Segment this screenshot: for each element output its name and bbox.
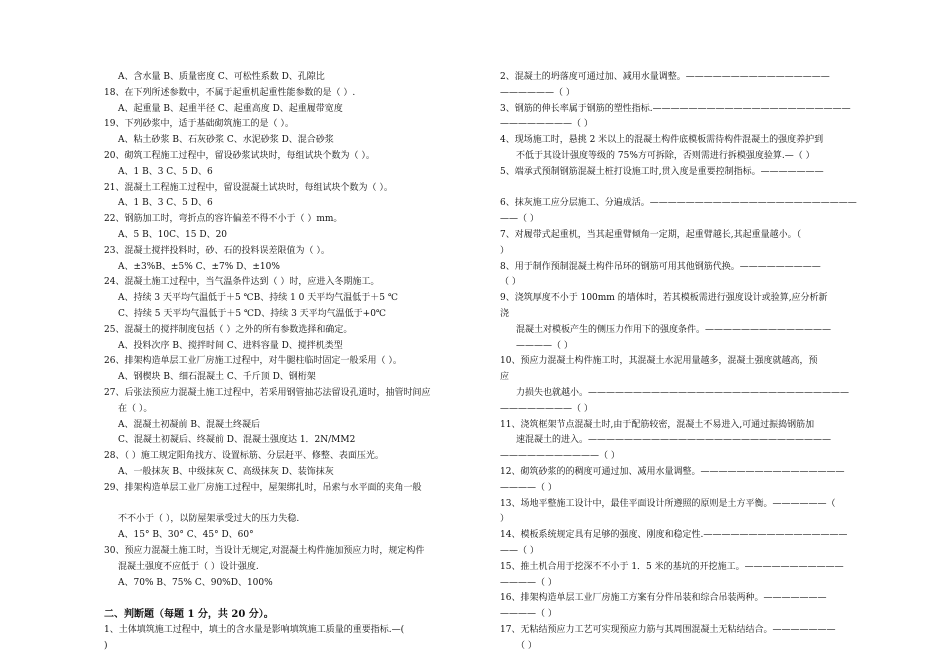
left-line: A、含水量 B、质量密度 C、可松性系数 D、孔隙比 bbox=[118, 72, 325, 82]
left-line: 19、下列砂浆中，适于基础砌筑施工的是（ ）。 bbox=[104, 119, 294, 130]
right-line: ———————————（ ） bbox=[500, 451, 620, 462]
right-line: 浇 bbox=[500, 308, 510, 319]
right-line: 3、钢筋的伸长率属于钢筋的塑性指标.—————————————————————— bbox=[500, 103, 851, 114]
left-line: A、粘土砂浆 B、石灰砂浆 C、水泥砂浆 D、混合砂浆 bbox=[118, 135, 334, 146]
right-line: 17、无粘结预应力工艺可实现预应力筋与其周围混凝土无粘结结合。——————— bbox=[500, 624, 836, 635]
left-line: A、±3%B、±5% C、±7% D、±10% bbox=[118, 261, 280, 272]
left-line: 二、判断题（每题 1 分，共 20 分）。 bbox=[104, 609, 274, 621]
right-line: 不低于其设计强度等级的 75%方可拆除，否则需进行拆模强度验算.—（ ） bbox=[516, 150, 815, 161]
right-line: 力损失也就越小。————————————————————————————— bbox=[516, 387, 850, 398]
right-line: 8、用于制作预制混凝土构件吊环的钢筋可用其他钢筋代换。————————— bbox=[500, 261, 821, 272]
right-line: ————（ ） bbox=[500, 577, 557, 588]
left-line: 28、（ ）施工规定阳角找方、设置标筋、分层赶平、修整、表面压光。 bbox=[104, 451, 384, 462]
right-line: 15、推土机合用于挖深不不小于 1．5 米的基坑的开挖施工。——————————— bbox=[500, 561, 844, 572]
right-line: 7、对履带式起重机，当其起重臂倾角一定期，起重臂越长,其起重量越小。（ bbox=[500, 229, 802, 240]
right-line: （ ） bbox=[516, 640, 537, 651]
left-line: 1、土体填筑施工过程中，填土的含水量是影响填筑施工质量的重要指标.—( bbox=[104, 624, 405, 635]
right-line: ） bbox=[500, 245, 510, 256]
left-line: A、70% B、75% C、90%D、100% bbox=[118, 577, 273, 588]
left-line bbox=[104, 497, 476, 513]
left-line: 30、预应力混凝土施工时，当设计无规定,对混凝土构件施加预应力时，规定构件 bbox=[104, 545, 425, 556]
left-line: A、15° B、30° C、45° D、60° bbox=[118, 530, 254, 541]
right-line: 16、排架构造单层工业厂房施工方案有分件吊装和综合吊装两种。——————— bbox=[500, 593, 827, 604]
left-line: 27、后张法预应力混凝土施工过程中，若采用钢管抽芯法留设孔道时，抽管时间应 bbox=[104, 387, 431, 398]
right-line: ————（ ） bbox=[516, 340, 573, 351]
left-line: A、1 B、3 C、5 D、6 bbox=[118, 198, 213, 209]
left-line: C、混凝土初凝后、终凝前 D、混凝土强度达 1．2N/MM2 bbox=[118, 435, 356, 446]
left-column bbox=[104, 70, 476, 654]
left-line: C、持续 5 天平均气温低于＋5 ℃D、持续 3 天平均气温低于+0℃ bbox=[118, 308, 386, 319]
right-line: 12、砌筑砂浆的的稠度可通过加、减用水量调整。———————————————— bbox=[500, 466, 845, 477]
right-line: 9、浇筑厚度不小于 100mm 的墙体时，若其模板需进行强度设计或验算,应分析新 bbox=[500, 293, 828, 304]
left-line bbox=[104, 591, 476, 607]
right-line: 混凝土对模板产生的侧压力作用下的强度条件。—————————————— bbox=[516, 324, 832, 335]
right-line: 4、现场施工时，悬挑 2 米以上的混凝土构件底模板需待构件混凝土的强度养护到 bbox=[500, 135, 824, 146]
right-line: （ ） bbox=[500, 277, 521, 288]
left-line: ) bbox=[104, 640, 108, 651]
left-line: 25、混凝土的搅拌制度包括（ ）之外的所有参数选择和确定。 bbox=[104, 324, 353, 335]
left-line: A、起重量 B、起重半径 C、起重高度 D、起重履带宽度 bbox=[118, 103, 343, 114]
left-line: A、投料次序 B、搅拌时间 C、进料容量 D、搅拌机类型 bbox=[118, 340, 343, 351]
right-line: ————————（ ） bbox=[500, 119, 593, 130]
right-column bbox=[500, 70, 868, 654]
left-line: 23、混凝土搅拌投料时，砂、石的投料误差限值为（ ）。 bbox=[104, 245, 330, 256]
left-line: A、5 B、10C、15 D、20 bbox=[118, 229, 228, 240]
left-line: 混凝土强度不应低于（ ）设计强度. bbox=[118, 561, 259, 572]
right-line: ——（ ） bbox=[500, 545, 539, 556]
right-line: 2、混凝土的坍落度可通过加、减用水量调整。———————————————— bbox=[500, 72, 830, 82]
right-line: 13、场地平整施工设计中，最佳平面设计所遵照的原则是土方平衡。——————（ bbox=[500, 498, 836, 509]
right-line: 6、抹灰施工应分层施工、分遍成活。——————————————————————— bbox=[500, 198, 857, 209]
left-line: 26、排架构造单层工业厂房施工过程中，对牛腿柱临时固定一般采用（ ）。 bbox=[104, 356, 402, 367]
left-line: A、1 B、3 C、5 D、6 bbox=[118, 166, 213, 177]
right-line: 应 bbox=[500, 372, 510, 383]
right-line: ——————（ ） bbox=[500, 87, 575, 98]
right-line bbox=[500, 181, 868, 197]
left-line: A、持续 3 天平均气温低于＋5 ℃B、持续 1 0 天平均气温低于＋5 ℃ bbox=[118, 293, 398, 304]
left-line: 22、钢筋加工时，弯折点的容许偏差不得不小于（ ）mm。 bbox=[104, 214, 343, 225]
left-line: 18、在下列所述参数中，不属于起重机起重性能参数的是（ ）. bbox=[104, 87, 356, 98]
right-line: 速混凝土的进入。——————————————————————————— bbox=[516, 435, 832, 446]
left-line: 不不小于（ ），以防屋架承受过大的压力失稳. bbox=[118, 514, 300, 525]
right-line: 11、浇筑框架节点混凝土时,由于配筋较密，混凝土不易进入,可通过振捣钢筋加 bbox=[500, 419, 815, 430]
right-line: ） bbox=[500, 514, 510, 525]
left-line: 29、排架构造单层工业厂房施工过程中，屋架绑扎时，吊索与水平面的夹角一般 bbox=[104, 482, 422, 493]
right-line: ——（ ） bbox=[500, 214, 539, 225]
left-line: 在（ ）。 bbox=[118, 403, 153, 414]
left-line: 21、混凝土工程施工过程中，留设混凝土试块时，每组试块个数为（ ）。 bbox=[104, 182, 393, 193]
right-line: 10、预应力混凝土构件施工时，其混凝土水泥用量越多，混凝土强度就越高，预 bbox=[500, 356, 818, 367]
left-line: 20、砌筑工程施工过程中，留设砂浆试块时，每组试块个数为（ ）。 bbox=[104, 150, 375, 161]
right-line: ————（ ） bbox=[500, 609, 557, 620]
left-line: A、混凝土初凝前 B、混凝土终凝后 bbox=[118, 419, 260, 430]
right-line: 5、端承式预制钢筋混凝土桩打设施工时,贯入度是重要控制指标。——————— bbox=[500, 166, 824, 177]
left-line: 24、混凝土施工过程中，当气温条件达到（ ）时，应进入冬期施工。 bbox=[104, 277, 380, 288]
left-line: A、一般抹灰 B、中级抹灰 C、高级抹灰 D、装饰抹灰 bbox=[118, 466, 334, 477]
right-line: ————（ ） bbox=[500, 482, 557, 493]
right-line: 14、模板系统规定具有足够的强度、刚度和稳定性.———————————————— bbox=[500, 530, 848, 541]
right-line: ————————（ ） bbox=[500, 403, 593, 414]
left-line: A、钢楔块 B、细石混凝土 C、千斤顶 D、钢桁架 bbox=[118, 372, 316, 383]
